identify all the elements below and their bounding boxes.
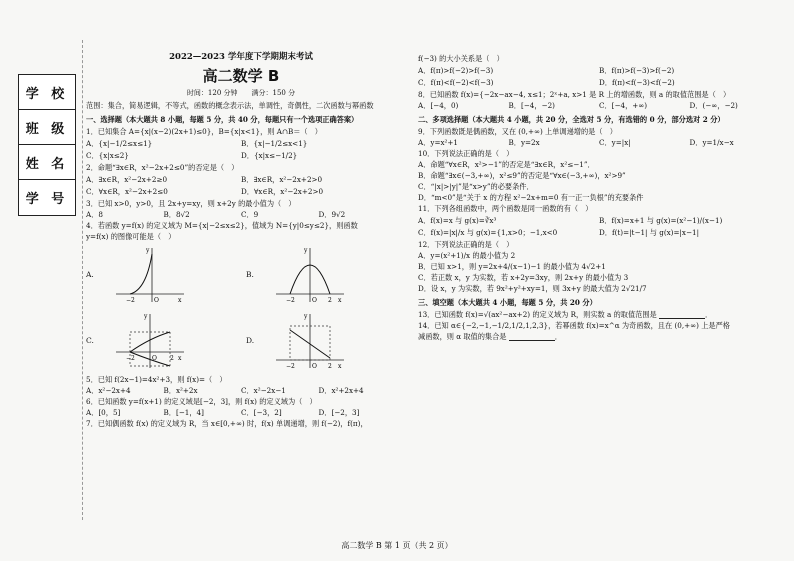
q1-opt-d: D．{x|x≤−1/2} <box>241 151 298 161</box>
q11-opt-b: B．f(x)=x+1 与 g(x)=(x²−1)/(x−1) <box>599 216 723 225</box>
scope-text: 范围：集合，简易逻辑，不等式，函数的概念表示法，单调性，奇偶性，二次函数与幂函数 <box>86 101 374 111</box>
svg-text:−2: −2 <box>286 363 295 371</box>
svg-text:O: O <box>312 297 317 305</box>
q5-opt-d: D．x²+2x+4 <box>318 386 364 396</box>
q11-opt-c: C．f(x)=|x|/x 与 g(x)={1,x>0；−1,x<0 <box>418 228 558 237</box>
q10-stem: 10．下列说法正确的是（ ） <box>418 149 514 158</box>
q8-opt-b: B．[−4，−2) <box>508 101 555 110</box>
q10-opt-c: C．“|x|>|y|”是“x>y”的必要条件． <box>418 182 534 191</box>
left-column <box>86 52 396 430</box>
q10-opt-b: B．命题“∃x∈(−3,+∞)，x²≤9”的否定是“∀x∈(−3,+∞)，x²>9” <box>418 171 626 180</box>
q13-answer-blank[interactable] <box>659 310 705 319</box>
name-label: 姓 名 <box>19 145 75 180</box>
q3-opt-d: D．9√2 <box>318 210 346 220</box>
student-info-box <box>18 74 76 216</box>
q8-opt-a: A．[−4，0) <box>418 101 459 110</box>
q4-label-c: C. <box>86 336 94 346</box>
q8-opt-c: C．[−4，+∞) <box>599 101 648 110</box>
q12-opt-c: C．若正数 x，y 为实数，若 x+2y=3xy，则 2x+y 的最小值为 3 <box>418 273 629 282</box>
q2-opt-b: B．∃x∈R，x²−2x+2>0 <box>241 175 323 185</box>
q2-stem: 2．命题“∃x∈R，x²−2x+2≤0”的否定是（ ） <box>86 163 239 173</box>
q6-opt-a: A．[0，5] <box>86 408 121 418</box>
q3-stem: 3．已知 x>0，y>0，且 2x+y=xy，则 x+2y 的最小值为（ ） <box>86 199 296 209</box>
time-score: 时间：120 分钟 满分：150 分 <box>186 89 296 98</box>
q11-opt-d: D．f(t)=|t−1| 与 g(x)=|x−1| <box>599 228 699 237</box>
q3-opt-a: A．8 <box>86 210 103 220</box>
q6-opt-b: B．[−1，4] <box>163 408 204 418</box>
svg-text:y: y <box>304 247 308 255</box>
svg-text:2: 2 <box>328 363 332 371</box>
q9-opt-a: A．y=x²+1 <box>418 138 458 147</box>
q4-graphs <box>86 244 396 372</box>
q10-opt-a: A．命题“∀x∈R，x²>−1”的否定是“∃x∈R，x²≤−1”． <box>418 160 595 169</box>
q7-stem: 7．已知偶函数 f(x) 的定义域为 R，当 x∈[0,+∞) 时，f(x) 单调递增，则 f(−2)，f(π)， <box>86 419 368 429</box>
svg-text:−2: −2 <box>126 355 135 363</box>
svg-text:y: y <box>146 247 150 255</box>
q2-opt-a: A．∃x∈R，x²−2x+2≥0 <box>86 175 168 185</box>
graph-b <box>268 244 348 306</box>
q2-opt-c: C．∀x∈R，x²−2x+2≤0 <box>86 187 168 197</box>
q7-opt-c: C．f(π)<f(−2)<f(−3) <box>418 78 494 87</box>
q8-opt-d: D．(−∞，−2) <box>689 101 738 110</box>
q4-stem: 4．若函数 y=f(x) 的定义域为 M={x|−2≤x≤2}，值域为 N={y|0≤y≤2}，则函数 <box>86 221 358 231</box>
subject-title: 高二数学 B <box>202 66 280 85</box>
page-footer: 高二数学 B 第 1 页（共 2 页） <box>341 541 453 550</box>
q12-opt-d: D．设 x，y 为实数，若 9x²+y²+xy=1，则 3x+y 的最大值为 2√21/7 <box>418 284 647 293</box>
svg-text:−2: −2 <box>286 297 295 305</box>
q5-opt-c: C．x²−2x−1 <box>241 386 286 396</box>
svg-text:O: O <box>312 363 317 371</box>
q13-line: 13．已知函数 f(x)=√(ax²−ax+2) 的定义域为 R，则实数 a 的取值范围是 ． <box>418 310 713 319</box>
q7-opt-a: A．f(π)>f(−2)>f(−3) <box>418 66 494 75</box>
q14-answer-blank[interactable] <box>509 332 555 341</box>
q4-label-d: D. <box>246 336 255 346</box>
graph-a <box>108 244 188 306</box>
q3-opt-b: B．8√2 <box>163 210 190 220</box>
svg-text:O: O <box>152 355 157 363</box>
q5-opt-a: A．x²−2x+4 <box>86 386 131 396</box>
q10-opt-d: D．“m<0”是“关于 x 的方程 x²−2x+m=0 有一正一负根”的充要条件 <box>418 193 644 202</box>
section-3-title: 三、填空题（本大题共 4 小题，每题 5 分，共 20 分） <box>418 298 597 307</box>
q1-opt-c: C．{x|x≤2} <box>86 151 129 161</box>
q14-stem-2: 减函数，则 α 取值的集合是 <box>418 332 507 341</box>
q6-opt-d: D．[−2，3] <box>318 408 360 418</box>
q11-stem: 11．下列各组函数中，两个函数是同一函数的有（ ） <box>418 204 593 213</box>
q12-stem: 12．下列说法正确的是（ ） <box>418 240 514 249</box>
q14-line: 减函数，则 α 取值的集合是 ． <box>418 332 562 341</box>
svg-text:y: y <box>304 313 308 321</box>
right-column <box>418 52 780 343</box>
q9-opt-d: D．y=1/x−x <box>689 138 734 147</box>
section-2-title: 二、多项选择题（本大题共 4 小题，共 20 分，全选对 5 分，有选错的 0 分，部分选对 2 分） <box>418 115 725 124</box>
q9-opt-c: C．y=|x| <box>599 138 631 147</box>
seal-line <box>82 40 83 520</box>
q11-opt-a: A．f(x)=x 与 g(x)=∛x³ <box>418 216 497 225</box>
q4-label-a: A. <box>86 270 94 280</box>
q8-stem: 8．已知函数 f(x)={−2x−ax−4, x≤1；2ˣ+a, x>1 是 R 上的增函数，则 a 的取值范围是（ ） <box>418 90 731 99</box>
svg-text:2: 2 <box>328 297 332 305</box>
svg-text:x: x <box>178 297 182 305</box>
q9-opt-b: B．y=2x <box>508 138 540 147</box>
q12-opt-b: B．已知 x>1，则 y=2x+4/(x−1)−1 的最小值为 4√2+1 <box>418 262 606 271</box>
q14-stem: 14．已知 α∈{−2,−1,−1/2,1/2,1,2,3}，若幂函数 f(x)=x^α 为奇函数，且在 (0,+∞) 上是严格 <box>418 321 730 330</box>
svg-text:−2: −2 <box>126 297 135 305</box>
q5-stem: 5．已知 f(2x−1)=4x²+3，则 f(x)=（ ） <box>86 375 227 385</box>
exam-title: 2022—2023 学年度下学期期末考试 <box>169 52 313 62</box>
q6-stem: 6．已知函数 y=f(x+1) 的定义域是[−2，3]，则 f(x) 的定义域为（ ） <box>86 397 317 407</box>
q4-label-b: B. <box>246 270 254 280</box>
q5-opt-b: B．x²+2x <box>163 386 198 396</box>
q6-opt-c: C．[−3，2] <box>241 408 282 418</box>
section-1-title: 一、选择题（本大题共 8 小题，每题 5 分，共 40 分，每题只有一个选项正确答案） <box>86 115 359 125</box>
q1-stem: 1．已知集合 A={x|(x−2)(2x+1)≤0}，B={x|x<1}，则 A∩B＝（ ） <box>86 127 322 137</box>
graph-c <box>108 310 188 372</box>
q7-opt-d: D．f(π)<f(−3)<f(−2) <box>599 78 675 87</box>
school-label: 学 校 <box>19 75 75 110</box>
class-label: 班 级 <box>19 110 75 145</box>
svg-text:x: x <box>338 363 342 371</box>
svg-text:x: x <box>178 355 182 363</box>
q7-opt-b: B．f(π)>f(−3)>f(−2) <box>599 66 675 75</box>
svg-text:y: y <box>144 313 148 321</box>
svg-text:O: O <box>154 297 159 305</box>
graph-d <box>268 310 348 372</box>
q4-stem-2: y=f(x) 的图像可能是（ ） <box>86 232 176 242</box>
q9-stem: 9．下列函数既是偶函数，又在 (0,+∞) 上单调递增的是（ ） <box>418 127 617 136</box>
q7-stem-2: f(−3) 的大小关系是（ ） <box>418 54 504 63</box>
q13-stem: 13．已知函数 f(x)=√(ax²−ax+2) 的定义域为 R，则实数 a 的取值范围是 <box>418 310 657 319</box>
q1-opt-b: B．{x|−1/2≤x<1} <box>241 139 308 149</box>
svg-text:x: x <box>338 297 342 305</box>
student-id-label: 学 号 <box>25 191 69 207</box>
q12-opt-a: A．y=(x²+1)/x 的最小值为 2 <box>418 251 516 260</box>
q3-opt-c: C．9 <box>241 210 259 220</box>
q1-opt-a: A．{x|−1/2≤x≤1} <box>86 139 153 149</box>
svg-text:2: 2 <box>170 355 174 363</box>
q2-opt-d: D．∀x∈R，x²−2x+2>0 <box>241 187 324 197</box>
